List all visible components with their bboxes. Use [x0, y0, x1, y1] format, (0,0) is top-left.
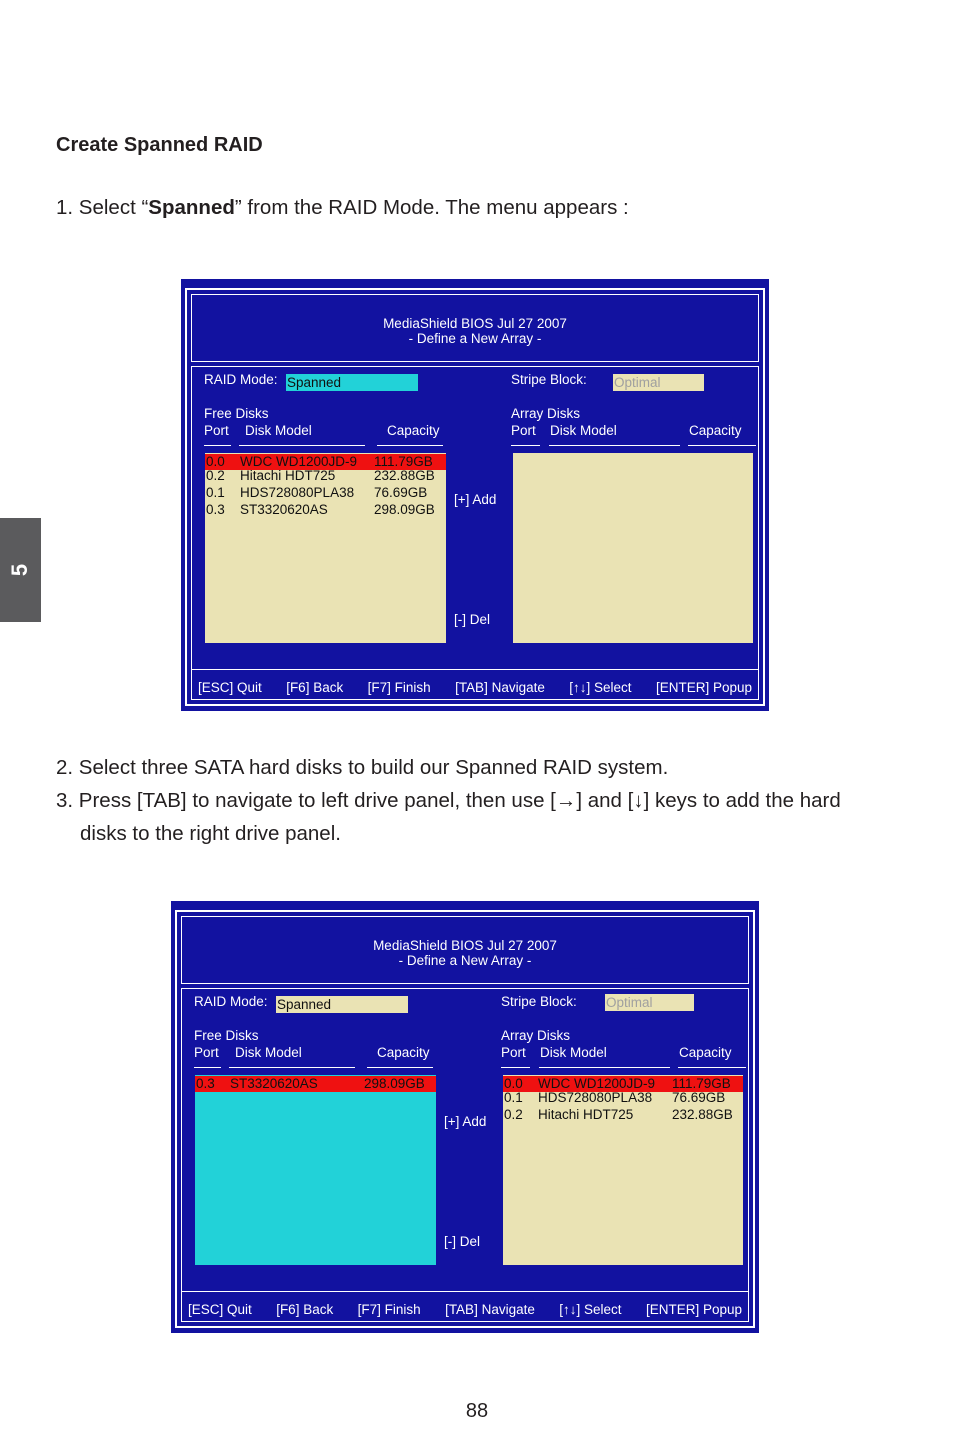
- array-disks-label: Array Disks: [511, 406, 581, 421]
- bios-title: MediaShield BIOS Jul 27 2007: [373, 938, 557, 953]
- array-disks-list[interactable]: [513, 453, 753, 643]
- disk-port: 0.3: [196, 1076, 215, 1091]
- disk-model: WDC WD1200JD-9: [538, 1076, 656, 1091]
- disk-port: 0.2: [504, 1107, 523, 1122]
- disk-port: 0.2: [206, 468, 225, 483]
- underline: [204, 445, 231, 446]
- disk-model: HDS728080PLA38: [240, 485, 355, 500]
- array-disks-label: Array Disks: [501, 1028, 571, 1043]
- free-col-model: Disk Model: [245, 423, 312, 438]
- step-1-bold: Spanned: [148, 196, 235, 219]
- disk-capacity: 298.09GB: [364, 1076, 425, 1091]
- bios-panel: [181, 988, 749, 1322]
- add-button[interactable]: [+] Add: [454, 492, 497, 507]
- free-disks-list[interactable]: [195, 1075, 436, 1265]
- disk-capacity: 232.88GB: [672, 1107, 733, 1122]
- underline: [688, 445, 756, 446]
- array-col-model: Disk Model: [550, 423, 617, 438]
- step-3-text: [56, 784, 841, 850]
- array-col-port: Port: [501, 1045, 526, 1060]
- disk-capacity: 111.79GB: [672, 1076, 731, 1091]
- underline: [501, 1067, 530, 1068]
- step-3-line-1: 3. Press [TAB] to navigate to left drive panel, then use [→] and [↓] keys to add the hard: [56, 789, 841, 812]
- bios-footer: [192, 680, 758, 695]
- stripe-block-field[interactable]: Optimal: [605, 994, 694, 1011]
- raid-mode-field[interactable]: Spanned: [276, 996, 408, 1013]
- disk-row[interactable]: [205, 468, 446, 484]
- underline: [229, 1067, 355, 1068]
- step-2-text: 2. Select three SATA hard disks to build our Spanned RAID system.: [56, 756, 669, 779]
- free-col-capacity: Capacity: [377, 1045, 430, 1060]
- chapter-tab: [0, 518, 41, 622]
- free-disks-list[interactable]: [205, 453, 446, 643]
- disk-row[interactable]: [195, 1076, 436, 1092]
- underline: [194, 1067, 221, 1068]
- footer-key-hint: [ENTER] Popup: [645, 1302, 742, 1317]
- free-col-port: Port: [194, 1045, 219, 1060]
- bios-footer: [182, 1302, 748, 1317]
- array-disks-list[interactable]: [503, 1075, 743, 1265]
- bios-header: [181, 916, 749, 984]
- footer-key-hint: [F7] Finish: [357, 1302, 421, 1317]
- underline: [511, 445, 540, 446]
- bios-screen-1: [181, 279, 769, 711]
- disk-row[interactable]: [503, 1090, 743, 1106]
- free-col-model: Disk Model: [235, 1045, 302, 1060]
- disk-capacity: 76.69GB: [374, 485, 428, 500]
- underline: [539, 1067, 670, 1068]
- disk-model: ST3320620AS: [230, 1076, 318, 1091]
- disk-port: 0.1: [206, 485, 225, 500]
- footer-key-hint: [F7] Finish: [367, 680, 431, 695]
- step-3-line-2: disks to the right drive panel.: [80, 822, 341, 845]
- disk-model: Hitachi HDT725: [240, 468, 336, 483]
- page-number: 88: [465, 1400, 489, 1422]
- add-button[interactable]: [+] Add: [444, 1114, 487, 1129]
- disk-row[interactable]: [205, 502, 446, 518]
- free-disks-label: Free Disks: [204, 406, 269, 421]
- disk-capacity: 298.09GB: [374, 502, 435, 517]
- del-button[interactable]: [-] Del: [454, 612, 491, 627]
- array-col-capacity: Capacity: [689, 423, 742, 438]
- underline: [239, 445, 365, 446]
- bios-frame: [185, 288, 765, 706]
- footer-key-hint: [TAB] Navigate: [455, 680, 545, 695]
- disk-model: Hitachi HDT725: [538, 1107, 634, 1122]
- underline: [549, 445, 680, 446]
- chapter-number: 5: [7, 563, 33, 577]
- bios-screen-2: [171, 901, 759, 1333]
- footer-key-hint: [ESC] Quit: [188, 1302, 252, 1317]
- underline: [377, 445, 443, 446]
- footer-key-hint: [F6] Back: [286, 680, 344, 695]
- free-col-capacity: Capacity: [387, 423, 440, 438]
- bios-subtitle: - Define a New Array -: [408, 331, 542, 346]
- disk-row[interactable]: [503, 1107, 743, 1123]
- stripe-block-label: Stripe Block:: [511, 372, 587, 387]
- stripe-block-label: Stripe Block:: [501, 994, 577, 1009]
- raid-mode-field[interactable]: Spanned: [286, 374, 418, 391]
- disk-row[interactable]: [205, 485, 446, 501]
- array-col-port: Port: [511, 423, 536, 438]
- disk-model: HDS728080PLA38: [538, 1090, 653, 1105]
- disk-capacity: 76.69GB: [672, 1090, 726, 1105]
- disk-model: ST3320620AS: [240, 502, 328, 517]
- bios-panel: [191, 366, 759, 700]
- footer-key-hint: [TAB] Navigate: [445, 1302, 535, 1317]
- array-col-capacity: Capacity: [679, 1045, 732, 1060]
- bios-subtitle: - Define a New Array -: [398, 953, 532, 968]
- disk-capacity: 111.79GB: [374, 454, 433, 469]
- step-1-post: ” from the RAID Mode. The menu appears :: [234, 196, 629, 219]
- footer-key-hint: [ENTER] Popup: [655, 680, 752, 695]
- section-heading: Create Spanned RAID: [56, 134, 263, 156]
- array-col-model: Disk Model: [540, 1045, 607, 1060]
- disk-port: 0.0: [504, 1076, 523, 1091]
- disk-model: WDC WD1200JD-9: [240, 454, 358, 469]
- step-1-text: [56, 191, 629, 224]
- raid-mode-label: RAID Mode:: [204, 372, 278, 387]
- footer-key-hint: [↑↓] Select: [569, 680, 632, 695]
- footer-divider: [182, 1291, 748, 1292]
- underline: [678, 1067, 746, 1068]
- step-1-pre: 1. Select “: [56, 196, 149, 219]
- bios-header: [191, 294, 759, 362]
- bios-frame: [175, 910, 755, 1328]
- free-col-port: Port: [204, 423, 229, 438]
- disk-port: 0.1: [504, 1090, 523, 1105]
- footer-key-hint: [F6] Back: [276, 1302, 334, 1317]
- footer-key-hint: [ESC] Quit: [198, 680, 262, 695]
- disk-port: 0.0: [206, 454, 225, 469]
- underline: [367, 1067, 433, 1068]
- footer-divider: [192, 669, 758, 670]
- raid-mode-label: RAID Mode:: [194, 994, 268, 1009]
- bios-title: MediaShield BIOS Jul 27 2007: [383, 316, 567, 331]
- del-button[interactable]: [-] Del: [444, 1234, 481, 1249]
- free-disks-label: Free Disks: [194, 1028, 259, 1043]
- disk-capacity: 232.88GB: [374, 468, 435, 483]
- stripe-block-field[interactable]: Optimal: [613, 374, 704, 391]
- disk-port: 0.3: [206, 502, 225, 517]
- footer-key-hint: [↑↓] Select: [559, 1302, 622, 1317]
